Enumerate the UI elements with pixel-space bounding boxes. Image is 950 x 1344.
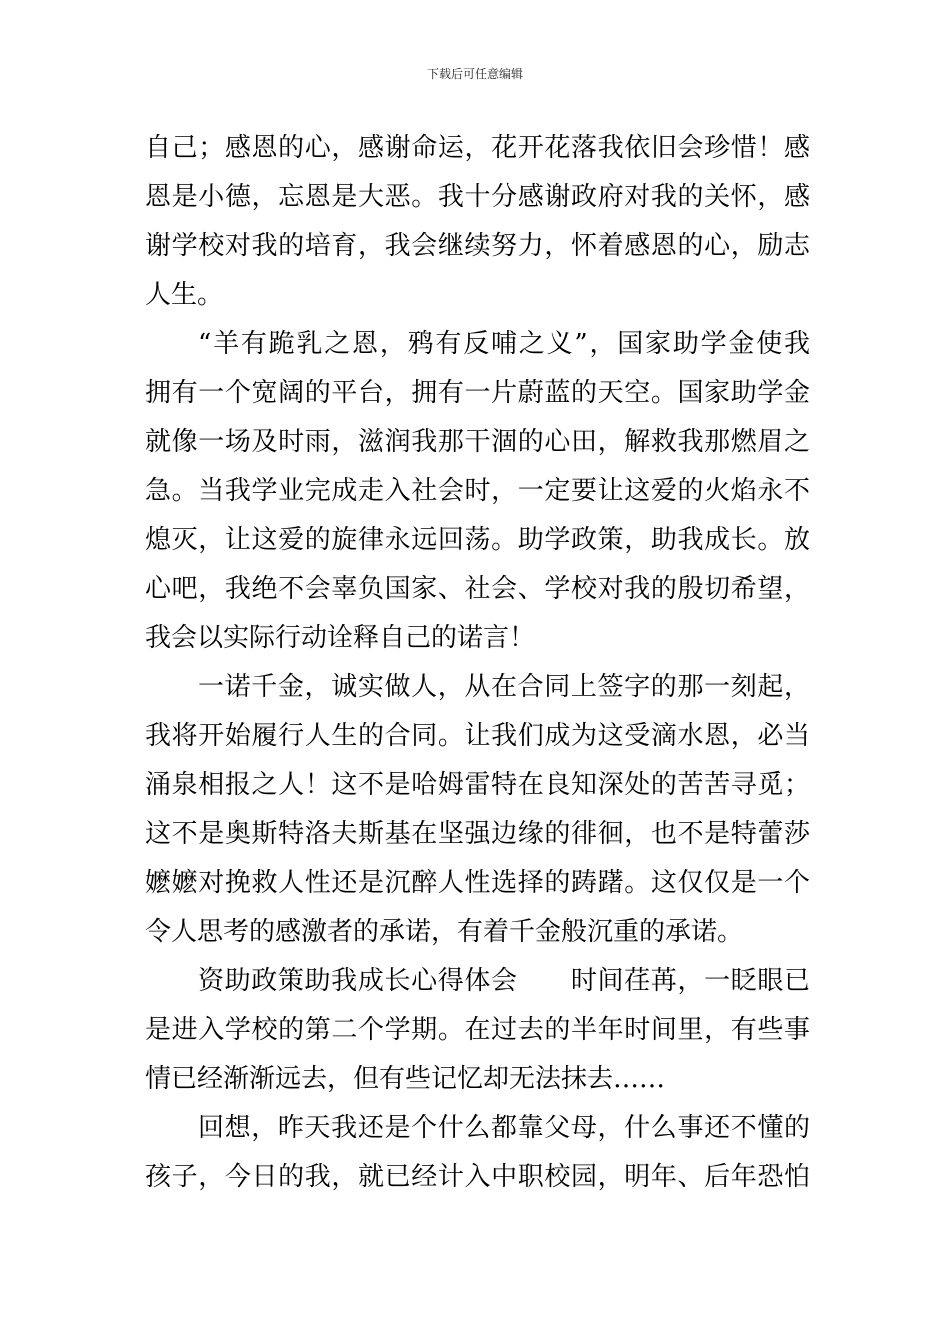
text-line: 令人思考的感激者的承诺，有着千金般沉重的承诺。 [145, 917, 744, 947]
document-body [145, 124, 810, 1202]
paragraph-1 [145, 124, 810, 320]
text-line: “羊有跪乳之恩，鸦有反哺之义”，国家助学金使我 [198, 329, 810, 359]
text-line: 心吧，我绝不会辜负国家、社会、学校对我的殷切希望， [145, 574, 810, 604]
text-line: 我会以实际行动诠释自己的诺言！ [145, 623, 536, 653]
text-line: 孩子，今日的我，就已经计入中职校园，明年、后年恐怕 [145, 1162, 810, 1192]
text-line: 情已经渐渐远去，但有些记忆却无法抹去…… [145, 1064, 666, 1094]
text-line: 回想，昨天我还是个什么都靠父母，什么事还不懂的 [198, 1113, 810, 1143]
text-line: 熄灭，让这爱的旋律永远回荡。助学政策，助我成长。放 [145, 525, 810, 555]
text-line: 涌泉相报之人！这不是哈姆雷特在良知深处的苦苦寻觅； [145, 770, 810, 800]
paragraph-2 [145, 320, 810, 663]
page-header: 下载后可任意编辑 [426, 67, 523, 81]
paragraph-3 [145, 663, 810, 957]
paragraph-4 [145, 957, 810, 1104]
text-line: 嬷嬷对挽救人性还是沉醉人性选择的踌躇。这仅仅是一个 [145, 868, 810, 898]
text-line: 恩是小德，忘恩是大恶。我十分感谢政府对我的关怀，感 [145, 182, 810, 212]
text-line: 自己；感恩的心，感谢命运，花开花落我依旧会珍惜！感 [145, 133, 810, 163]
paragraph-5 [145, 1104, 810, 1202]
text-line: 一诺千金，诚实做人，从在合同上签字的那一刻起， [198, 672, 810, 702]
text-line: 资助政策助我成长心得体会 时间荏苒，一眨眼已 [198, 966, 810, 996]
text-line: 我将开始履行人生的合同。让我们成为这受滴水恩，必当 [145, 721, 810, 751]
text-line: 这不是奥斯特洛夫斯基在坚强边缘的徘徊，也不是特蕾莎 [145, 819, 810, 849]
text-line: 是进入学校的第二个学期。在过去的半年时间里，有些事 [145, 1015, 810, 1045]
text-line: 人生。 [145, 280, 224, 310]
text-line: 谢学校对我的培育，我会继续努力，怀着感恩的心，励志 [145, 231, 810, 261]
text-line: 急。当我学业完成走入社会时，一定要让这爱的火焰永不 [145, 476, 810, 506]
text-line: 拥有一个宽阔的平台，拥有一片蔚蓝的天空。国家助学金 [145, 378, 810, 408]
text-line: 就像一场及时雨，滋润我那干涸的心田，解救我那燃眉之 [145, 427, 810, 457]
